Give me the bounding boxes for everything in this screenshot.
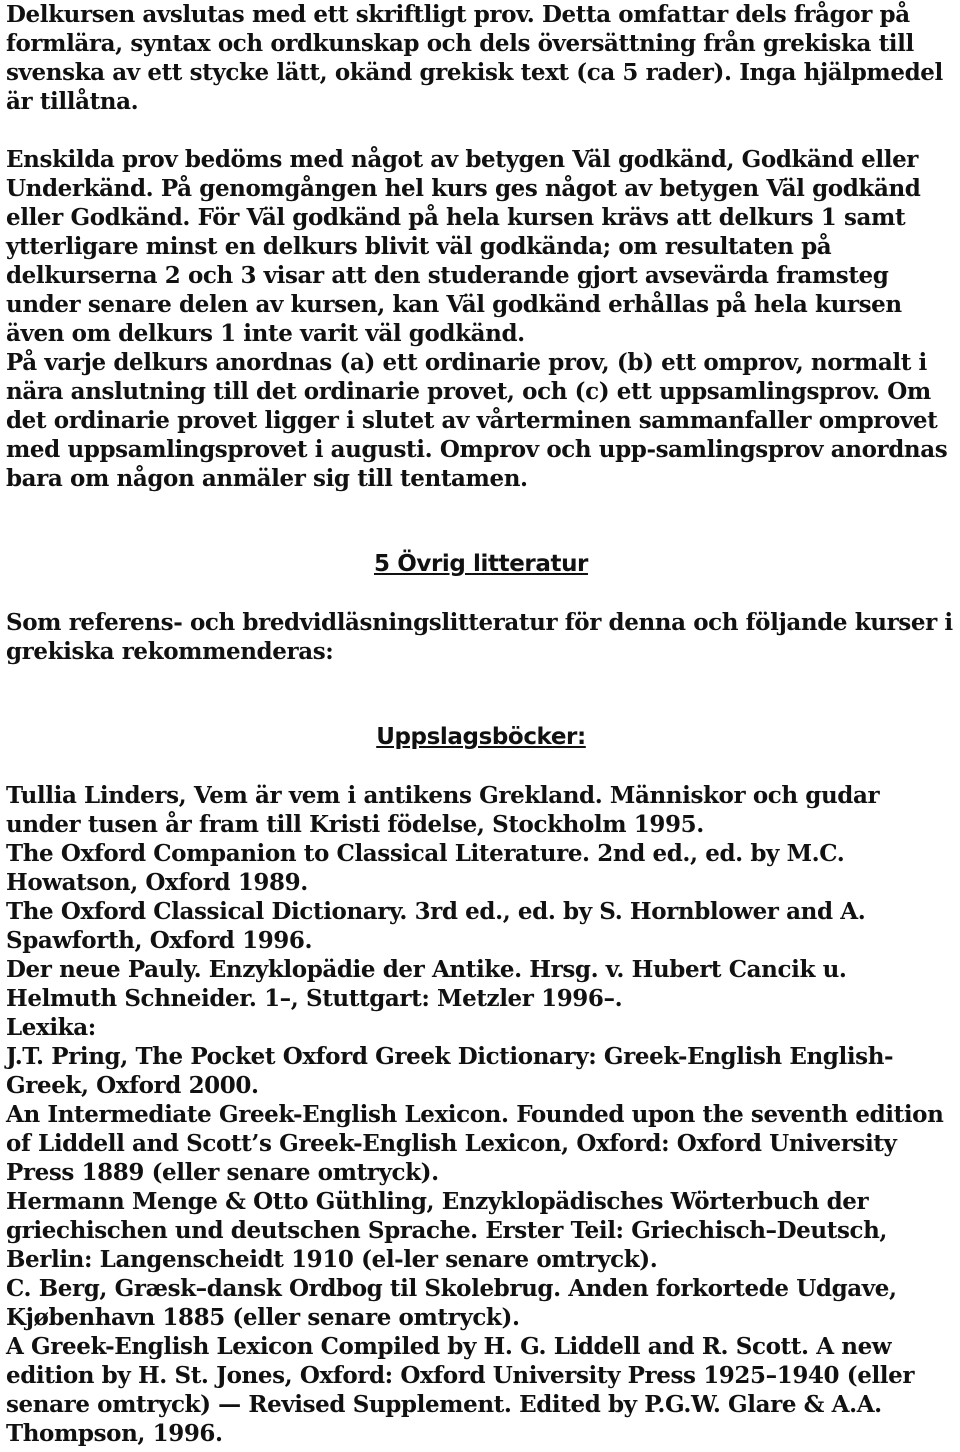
subheading-spacer	[6, 666, 956, 723]
section-spacer	[6, 493, 956, 550]
subheading	[6, 723, 956, 752]
reference-item: An Intermediate Greek-English Lexicon. Founded upon the seventh edition of Liddell and Scott’s Greek-English Lexicon, Oxford: Oxford University Press 1889 (eller senare omtryck).	[6, 1101, 944, 1186]
reference-item: Der neue Pauly. Enzyklopädie der Antike. Hrsg. v. Hubert Cancik u. Helmuth Schneider. 1–, Stuttgart: Metzler 1996–.	[6, 956, 847, 1012]
reference-item: C. Berg, Græsk–dansk Ordbog til Skolebrug. Anden forkortede Udgave, Kjøbenhavn 1885 (eller senare omtryck).	[6, 1275, 897, 1331]
reference-item: The Oxford Companion to Classical Literature. 2nd ed., ed. by M.C. Howatson, Oxford 1989.	[6, 840, 845, 896]
paragraph-grading: Enskilda prov bedöms med något av betygen Väl godkänd, Godkänd eller Underkänd. På genomgången hel kurs ges något av betygen Väl godkänd eller Godkänd. För Väl godkänd på hela kursen krävs att delkurs 1 samt ytterligare minst en delkurs blivit väl godkända; om resultaten på delkurserna 2 och 3 visar att den studerande gjort avsevärda framsteg under senare delen av kursen, kan Väl godkänd erhållas på hela kursen även om delkurs 1 inte varit väl godkänd.	[6, 146, 921, 347]
heading-spacer	[6, 579, 956, 608]
reference-item: Hermann Menge & Otto Güthling, Enzyklopädisches Wörterbuch der griechischen und deutschen Sprache. Erster Teil: Griechisch–Deutsch, Berlin: Langenscheidt 1910 (el-ler senare omtryck).	[6, 1188, 888, 1273]
paragraph-spacer	[6, 116, 956, 145]
section-heading	[6, 550, 956, 579]
reference-item: J.T. Pring, The Pocket Oxford Greek Dictionary: Greek-English English-Greek, Oxford 2000.	[6, 1043, 894, 1099]
reference-item: The Oxford Classical Dictionary. 3rd ed., ed. by S. Hornblower and A. Spawforth, Oxford 1996.	[6, 898, 866, 954]
subheading-text: Uppslagsböcker:	[376, 724, 586, 750]
paragraph-retake-rules: På varje delkurs anordnas (a) ett ordinarie prov, (b) ett omprov, normalt i nära anslutning till det ordinarie provet, och (c) ett uppsamlingsprov. Om det ordinarie provet ligger i slutet av vårterminen sammanfaller omprovet med uppsamlingsprovet i augusti. Omprov och upp-samlingsprov anordnas bara om någon anmäler sig till tentamen.	[6, 349, 948, 492]
reference-category-lexika: Lexika:	[6, 1014, 96, 1041]
section-heading-text: 5 Övrig litteratur	[374, 551, 588, 577]
section-intro: Som referens- och bredvidläsningslitteratur för denna och följande kurser i grekiska rekommenderas:	[6, 609, 953, 665]
reference-item: A Greek-English Lexicon Compiled by H. G. Liddell and R. Scott. A new edition by H. St. Jones, Oxford: Oxford University Press 1925–1940 (eller senare omtryck) — Revised Supplement. Edited by P.G.W. Glare & A.A. Thompson, 1996.	[6, 1333, 915, 1447]
reference-item: Tullia Linders, Vem är vem i antikens Grekland. Människor och gudar under tusen år fram till Kristi födelse, Stockholm 1995.	[6, 782, 880, 838]
references-spacer	[6, 752, 956, 781]
paragraph-exam-description: Delkursen avslutas med ett skriftligt prov. Detta omfattar dels frågor på formlära, syntax och ordkunskap och dels översättning från grekiska till svenska av ett stycke lätt, okänd grekisk text (ca 5 rader). Inga hjälpmedel är tillåtna.	[6, 1, 943, 115]
document-page	[6, 0, 956, 1448]
